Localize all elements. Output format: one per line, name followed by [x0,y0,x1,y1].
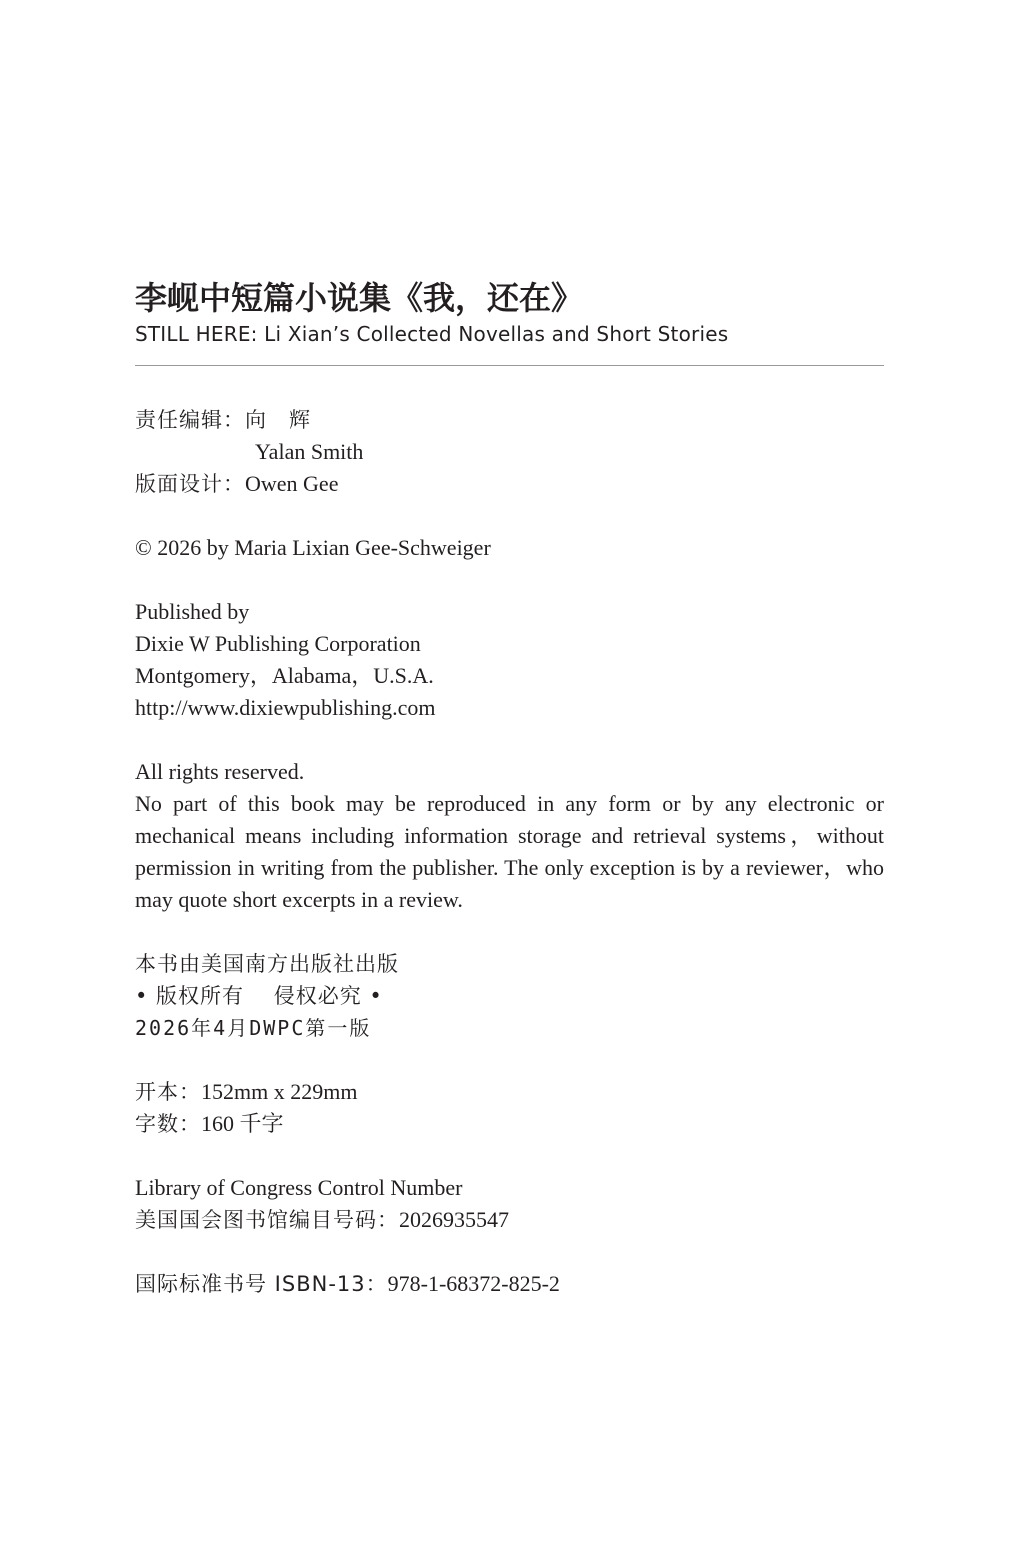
isbn-label: 国际标准书号 ISBN-13： [135,1272,388,1296]
loc-label-cn: 美国国会图书馆编目号码： [135,1208,399,1232]
credits-block [135,404,884,500]
copyright-block [135,532,884,564]
rights-block [135,756,884,916]
loc-number: 2026935547 [399,1207,509,1232]
book-subtitle: STILL HERE: Li Xian’s Collected Novellas and Short Stories [135,322,729,346]
designer-name: Owen Gee [245,471,339,496]
isbn-value: 978-1-68372-825-2 [387,1271,560,1296]
words-label: 字数： [135,1112,201,1136]
rights-heading: All rights reserved. [135,759,305,784]
rights-text: No part of this book may be reproduced in any form or by any electronic or mechanical means including information storage and retrieval systems，without permission in writing from the publisher. The only exception is by a reviewer，who may quote short excerpts in a review. [135,791,884,912]
publisher-block [135,596,884,724]
design-label: 版面设计： [135,472,245,496]
loc-block [135,1172,884,1236]
isbn-block [135,1268,884,1300]
edition-cn: 2026年4月DWPC第一版 [135,1016,372,1040]
rights-cn: • 版权所有 侵权必究 • [135,984,383,1008]
publisher-url[interactable]: http://www.dixiewpublishing.com [135,695,436,720]
publisher-location: Montgomery，Alabama，U.S.A. [135,663,434,688]
format-label: 开本： [135,1080,201,1104]
copyright-line: © 2026 by Maria Lixian Gee-Schweiger [135,535,491,560]
loc-label-en: Library of Congress Control Number [135,1175,463,1200]
chinese-info-block [135,948,884,1044]
published-by: Published by [135,599,250,624]
specs-block [135,1076,884,1140]
editor-label: 责任编辑： [135,408,245,432]
words-value: 160 千字 [201,1111,284,1136]
publisher-name: Dixie W Publishing Corporation [135,631,421,656]
publisher-cn: 本书由美国南方出版社出版 [135,952,399,976]
title-divider [135,365,884,366]
format-value: 152mm x 229mm [201,1079,358,1104]
book-title: 李岘中短篇小说集《我，还在》 [135,279,584,317]
editor-name-1: 向 辉 [245,408,311,432]
editor-name-2: Yalan Smith [255,439,364,464]
